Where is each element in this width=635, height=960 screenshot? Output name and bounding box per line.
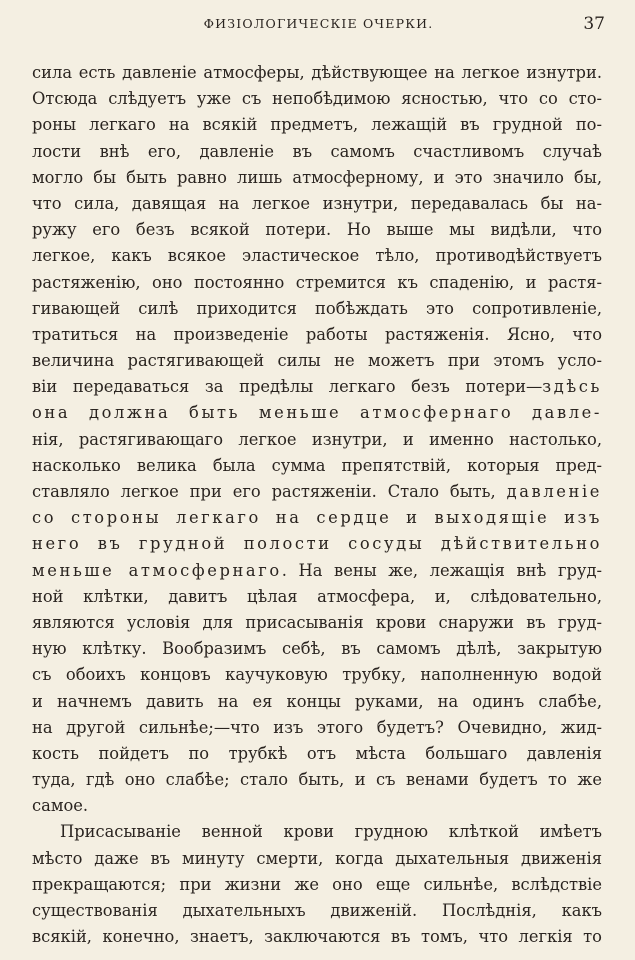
text-line: являются условія для присасыванія крови снаружи въ груд- (32, 612, 602, 632)
text-line: что сила, давящая на легкое изнутри, передавалась бы на- (32, 193, 602, 213)
text-line: мѣсто даже въ минуту смерти, когда дыхательныя движенія (32, 848, 602, 868)
paragraph-first-line: Присасываніе венной крови грудною клѣткой имѣетъ (60, 822, 602, 842)
page-number: 37 (583, 14, 605, 34)
text-run: віи передаваться за предѣлы легкаго безъ потери— (32, 377, 543, 397)
text-line: ную клѣтку. Вообразимъ себѣ, въ самомъ дѣлѣ, закрытую (32, 639, 602, 659)
text-run: . На вены же, лежащія внѣ груд- (281, 560, 603, 580)
text-line: ружу его безъ всякой потери. Но выше мы видѣли, что (32, 220, 602, 240)
text-line: прекращаются; при жизни же оно еще сильнѣе, вслѣдствіе (32, 874, 602, 894)
text-line: величина растягивающей силы не можетъ при этомъ усло- (32, 351, 602, 371)
text-line (32, 558, 602, 584)
text-line: на другой сильнѣе;—что изъ этого будетъ? Очевидно, жид- (32, 717, 602, 737)
text-line: сила есть давленіе атмосферы, дѣйствующее на легкое изнутри. (32, 63, 602, 82)
paragraph-end-line: самое. (32, 796, 89, 816)
text-line: тратиться на произведеніе работы растяженія. Ясно, что (32, 324, 602, 344)
emphasized-text: меньше атмосфернаго (32, 560, 282, 580)
text-line: роны легкаго на всякій предметъ, лежащій въ грудной по- (32, 115, 602, 135)
text-line: съ обоихъ концовъ каучуковую трубку, наполненную водой (32, 665, 602, 685)
page-header (32, 14, 605, 38)
text-line: Отсюда слѣдуетъ уже съ непобѣдимою ясностью, что со сто- (32, 89, 602, 109)
text-line: легкое, какъ всякое эластическое тѣло, противодѣйствуетъ (32, 246, 602, 266)
emphasized-text: здѣсь (542, 377, 602, 397)
text-line: и начнемъ давить на ея концы руками, на одинъ слабѣе, (32, 691, 602, 711)
emphasized-line: него въ грудной полости сосуды дѣйствительно (32, 534, 602, 554)
text-line: нія, растягивающаго легкое изнутри, и именно настолько, (32, 429, 602, 449)
text-line: кость пойдетъ по трубкѣ отъ мѣста большаго давленія (32, 743, 602, 763)
text-line (32, 374, 602, 400)
text-line: растяженію, оно постоянно стремится къ спаденію, и растя- (32, 272, 602, 292)
text-line (32, 479, 602, 505)
text-line: лости внѣ его, давленіе въ самомъ счастливомъ случаѣ (32, 141, 602, 161)
text-line: всякій, конечно, знаетъ, заключаются въ томъ, что легкія то (32, 927, 602, 947)
emphasized-line: она должна быть меньше атмосфернаго давле- (32, 403, 602, 423)
text-line: насколько велика была сумма препятствій, которыя пред- (32, 455, 602, 475)
emphasized-line: со стороны легкаго на сердце и выходящіе изъ (32, 508, 602, 528)
text-run: ставляло легкое при его растяженіи. Стало быть, (32, 482, 507, 501)
text-line: существованія дыхательныхъ движеній. Послѣднія, какъ (32, 901, 602, 920)
emphasized-text: давленіе (506, 482, 602, 501)
text-line: могло бы быть равно лишь атмосферному, и это значило бы, (32, 167, 602, 187)
body-text (32, 60, 602, 950)
running-title: ФИЗІОЛОГИЧЕСКІЕ ОЧЕРКИ. (203, 16, 434, 31)
text-line: туда, гдѣ оно слабѣе; стало быть, и съ венами будетъ то же (32, 770, 602, 790)
text-line: ной клѣтки, давитъ цѣлая атмосфера, и, слѣдовательно, (32, 586, 602, 606)
text-line: гивающей силѣ приходится побѣждать это сопротивленіе, (32, 298, 602, 318)
